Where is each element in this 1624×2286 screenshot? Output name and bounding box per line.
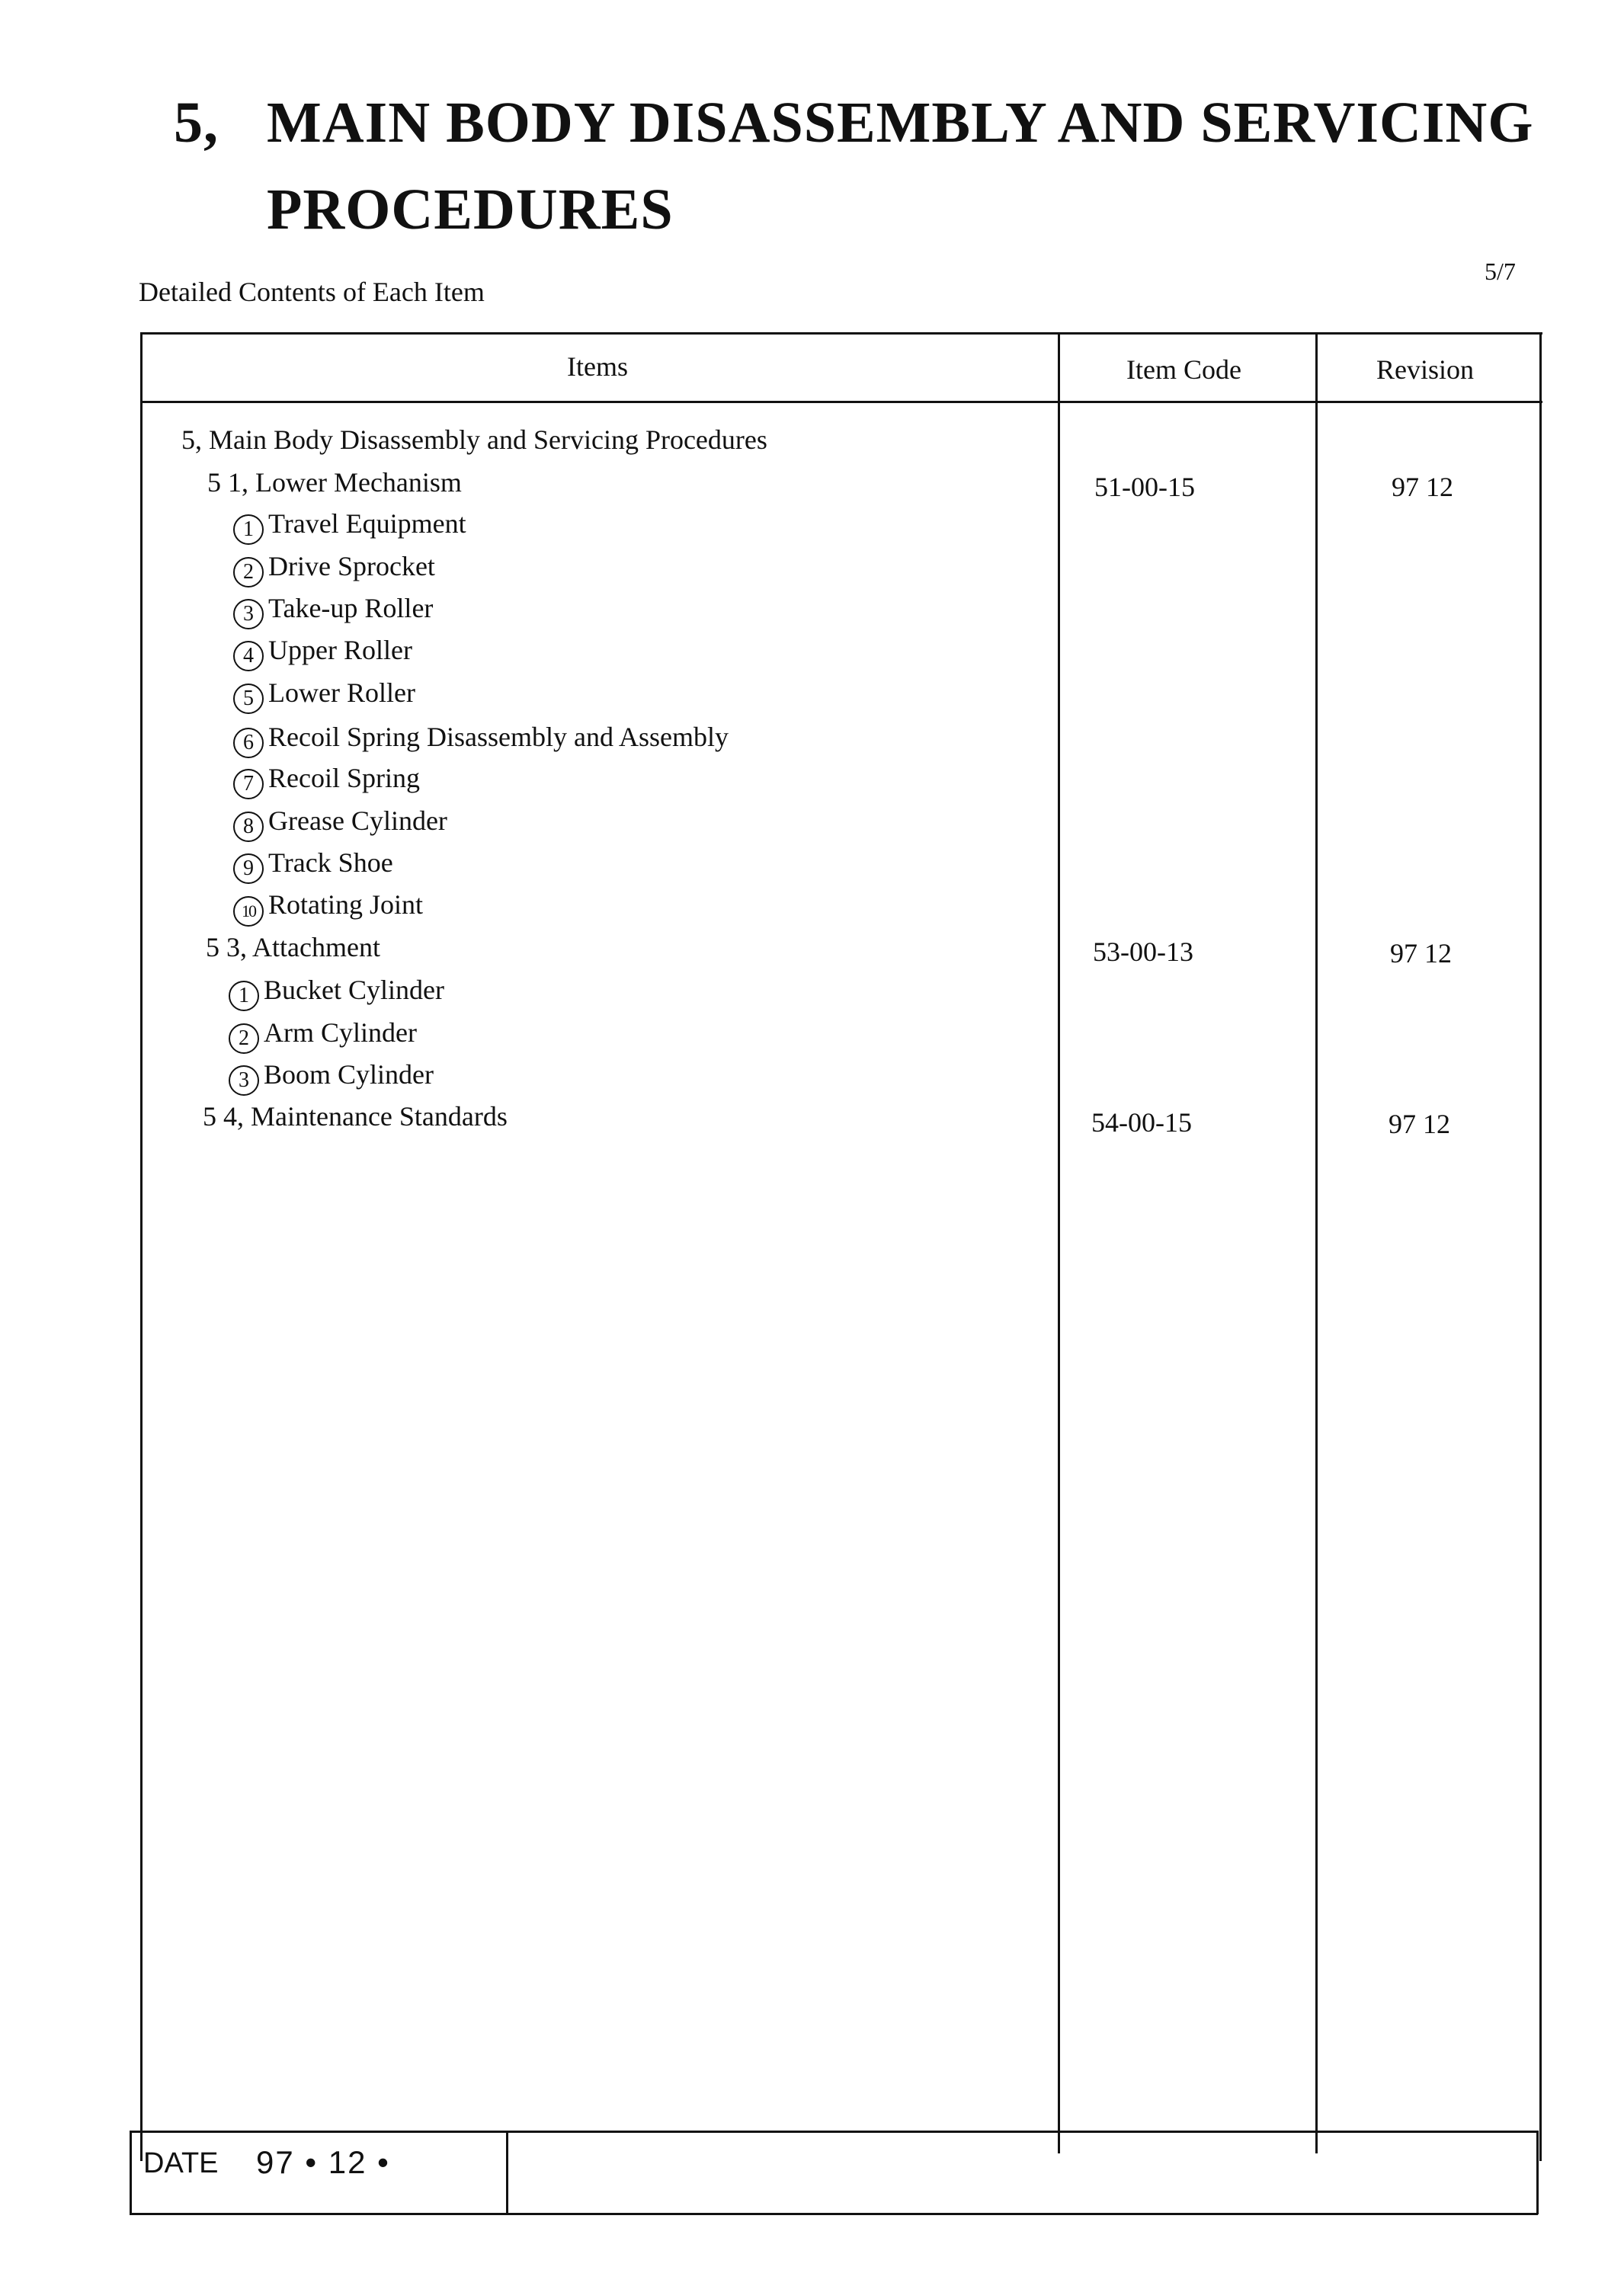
column-header-items: Items bbox=[567, 351, 628, 382]
circled-number: 10 bbox=[233, 896, 264, 927]
list-item bbox=[233, 507, 466, 545]
list-item bbox=[229, 974, 444, 1011]
circled-number: 9 bbox=[233, 853, 264, 884]
list-item-label: Boom Cylinder bbox=[264, 1059, 434, 1090]
list-item bbox=[233, 888, 423, 927]
list-item-label: Recoil Spring Disassembly and Assembly bbox=[268, 722, 729, 752]
column-header-revision: Revision bbox=[1376, 354, 1475, 385]
revision-5-3: 97 12 bbox=[1390, 938, 1452, 969]
list-item bbox=[233, 592, 433, 629]
list-item bbox=[229, 1017, 417, 1054]
list-item-label: Upper Roller bbox=[268, 635, 412, 665]
list-item bbox=[233, 847, 393, 884]
list-item-label: Travel Equipment bbox=[268, 508, 466, 539]
list-item bbox=[233, 550, 435, 588]
list-item-label: Bucket Cylinder bbox=[264, 975, 444, 1005]
table-row-5-4: 5 4, Maintenance Standards bbox=[203, 1101, 508, 1132]
circled-number: 1 bbox=[233, 514, 264, 545]
page-number: 5/7 bbox=[1485, 258, 1516, 285]
list-item bbox=[233, 677, 415, 714]
list-item-label: Rotating Joint bbox=[268, 889, 424, 920]
footer-left-border bbox=[130, 2131, 132, 2214]
circled-number: 4 bbox=[233, 641, 264, 671]
table-top-border bbox=[140, 332, 1542, 335]
table-left-border bbox=[140, 332, 143, 2161]
list-item-label: Track Shoe bbox=[268, 847, 393, 878]
item-code-5-1: 51-00-15 bbox=[1094, 472, 1195, 502]
footer-right-border bbox=[1536, 2131, 1539, 2214]
circled-number: 7 bbox=[233, 769, 264, 799]
circled-number: 8 bbox=[233, 812, 264, 842]
items-code-divider bbox=[1058, 332, 1060, 2153]
page-title-line-1: MAIN BODY DISASSEMBLY AND SERVICING bbox=[267, 91, 1534, 155]
page-title-line-2: PROCEDURES bbox=[267, 178, 674, 242]
circled-number: 5 bbox=[233, 684, 264, 714]
circled-number: 1 bbox=[229, 981, 259, 1011]
circled-number: 3 bbox=[229, 1065, 259, 1096]
list-item-label: Recoil Spring bbox=[268, 763, 420, 793]
list-item bbox=[229, 1058, 434, 1096]
footer-bottom-border bbox=[130, 2213, 1538, 2215]
circled-number: 6 bbox=[233, 728, 264, 758]
header-bottom-border bbox=[140, 401, 1542, 403]
section-number: 5, bbox=[174, 91, 219, 155]
list-item-label: Grease Cylinder bbox=[268, 805, 447, 836]
footer-top-border bbox=[130, 2131, 1538, 2133]
table-row-section-5: 5, Main Body Disassembly and Servicing Procedures bbox=[181, 424, 767, 455]
circled-number: 3 bbox=[233, 599, 264, 629]
revision-5-1: 97 12 bbox=[1392, 472, 1453, 502]
revision-5-4: 97 12 bbox=[1389, 1109, 1450, 1139]
list-item bbox=[233, 634, 412, 671]
circled-number: 2 bbox=[233, 557, 264, 588]
item-code-5-4: 54-00-15 bbox=[1091, 1107, 1192, 1138]
footer-date-divider bbox=[506, 2131, 508, 2214]
circled-number: 2 bbox=[229, 1023, 259, 1054]
list-item-label: Lower Roller bbox=[268, 677, 415, 708]
item-code-5-3: 53-00-13 bbox=[1093, 936, 1193, 967]
list-item bbox=[233, 762, 420, 799]
list-item-label: Arm Cylinder bbox=[264, 1017, 417, 1048]
list-item bbox=[233, 721, 729, 758]
table-right-border bbox=[1539, 332, 1542, 2161]
date-label: DATE bbox=[143, 2147, 219, 2179]
date-value: 97 • 12 • bbox=[256, 2144, 390, 2180]
table-row-5-1: 5 1, Lower Mechanism bbox=[207, 467, 462, 498]
code-revision-divider bbox=[1315, 332, 1318, 2153]
list-item-label: Drive Sprocket bbox=[268, 551, 435, 581]
list-item-label: Take-up Roller bbox=[268, 593, 434, 623]
column-header-item-code: Item Code bbox=[1126, 354, 1241, 385]
subtitle: Detailed Contents of Each Item bbox=[139, 277, 485, 307]
list-item bbox=[233, 805, 447, 842]
table-row-5-3: 5 3, Attachment bbox=[206, 932, 380, 962]
